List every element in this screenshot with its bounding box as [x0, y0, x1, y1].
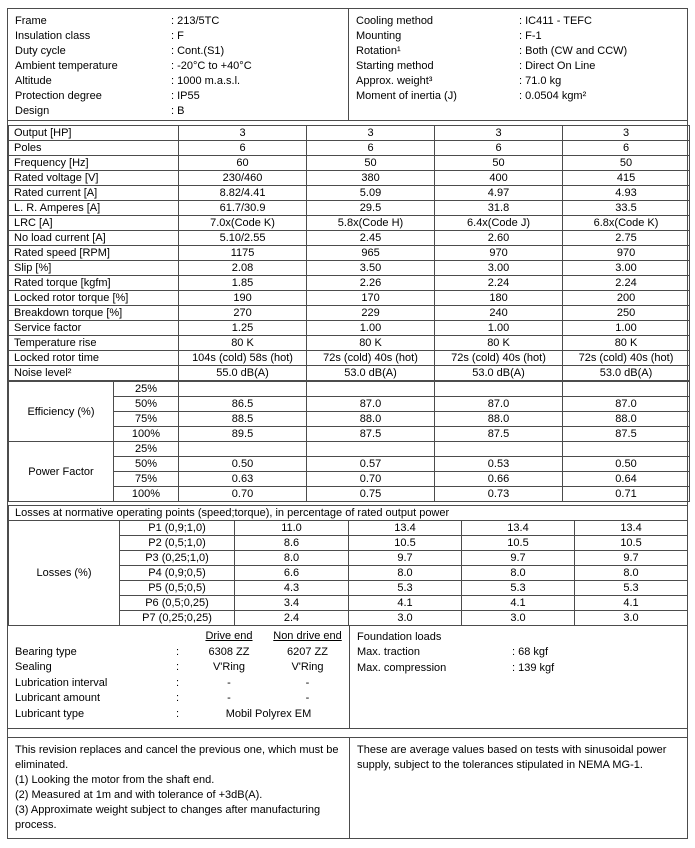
spec-row	[9, 171, 690, 186]
spec-value: 240	[435, 306, 563, 321]
info-value: : -20°C to +40°C	[171, 60, 252, 72]
power-factor-value	[307, 442, 435, 457]
spec-row	[9, 351, 690, 366]
general-info-box	[8, 9, 687, 121]
losses-value: 9.7	[462, 551, 575, 566]
bearing-nde-value: 6207 ZZ	[287, 645, 328, 658]
notes-right	[349, 738, 687, 838]
foundation-label: Max. traction	[357, 646, 420, 658]
spec-value: 5.09	[307, 186, 435, 201]
losses-value: 11.0	[235, 521, 349, 536]
foundation-label: Max. compression	[357, 661, 447, 674]
load-percent: 75%	[114, 472, 179, 487]
losses-value: 9.7	[575, 551, 688, 566]
spec-label: Rated speed [RPM]	[9, 246, 179, 261]
spec-value: 400	[435, 171, 563, 186]
foundation-row	[350, 645, 687, 661]
losses-point: P1 (0,9;1,0)	[120, 521, 235, 536]
spec-value: 60	[179, 156, 307, 171]
spec-value: 5.10/2.55	[179, 231, 307, 246]
spec-value: 250	[563, 306, 690, 321]
revision-note: This revision replaces and cancel the previous one, which must be eliminated.	[15, 744, 339, 771]
info-value: : F	[171, 30, 184, 42]
info-row-frame	[8, 14, 348, 29]
efficiency-value: 87.5	[307, 427, 435, 442]
spec-value: 270	[179, 306, 307, 321]
power-factor-value: 0.71	[563, 487, 690, 502]
load-percent: 50%	[114, 457, 179, 472]
spec-label: Noise level²	[9, 366, 179, 381]
spec-value: 2.08	[179, 261, 307, 276]
datasheet-page	[7, 8, 688, 839]
efficiency-value: 88.0	[563, 412, 690, 427]
load-percent: 25%	[114, 442, 179, 457]
info-value: : 1000 m.a.s.l.	[171, 75, 241, 87]
spec-label: Locked rotor time	[9, 351, 179, 366]
losses-value: 9.7	[349, 551, 462, 566]
power-factor-value: 0.50	[563, 457, 690, 472]
efficiency-value: 89.5	[179, 427, 307, 442]
info-label: Altitude	[15, 75, 52, 87]
lubricant-type-value: Mobil Polyrex EM	[225, 707, 312, 720]
spec-value: 33.5	[563, 201, 690, 216]
spec-row	[9, 216, 690, 231]
bearing-nde-value: V'Ring	[291, 661, 324, 673]
bearing-section	[8, 626, 349, 728]
non-drive-end-header: Non drive end	[273, 630, 342, 642]
bearing-label: Lubricant type	[15, 707, 85, 720]
spec-value: 3	[563, 126, 690, 141]
efficiency-powerfactor-table	[8, 381, 690, 502]
spec-value: 80 K	[179, 336, 307, 351]
bearing-nde-value: -	[305, 676, 310, 689]
power-factor-value: 0.75	[307, 487, 435, 502]
spec-value: 200	[563, 291, 690, 306]
power-factor-value: 0.66	[435, 472, 563, 487]
info-row-rotation	[349, 44, 687, 59]
spec-label: Frequency [Hz]	[9, 156, 179, 171]
losses-value: 4.1	[462, 596, 575, 611]
tolerance-note: These are average values based on tests with sinusoidal power supply, subject to the tolerances stipulated in NEMA MG-1.	[357, 744, 667, 771]
spec-value: 53.0 dB(A)	[563, 366, 690, 381]
losses-value: 10.5	[575, 536, 688, 551]
efficiency-label: Efficiency (%)	[9, 382, 114, 442]
power-factor-row	[9, 442, 690, 457]
load-percent: 75%	[114, 412, 179, 427]
section-gap	[8, 729, 687, 737]
load-percent: 100%	[114, 487, 179, 502]
losses-label: Losses (%)	[9, 521, 120, 626]
info-label: Duty cycle	[15, 45, 66, 57]
spec-row	[9, 321, 690, 336]
spec-value: 6	[563, 141, 690, 156]
bearing-de-value: -	[227, 676, 231, 689]
footnote-3: (3) Approximate weight subject to changes after manufacturing process.	[15, 804, 321, 831]
spec-value: 1.00	[435, 321, 563, 336]
losses-value: 5.3	[462, 581, 575, 596]
spec-label: Poles	[9, 141, 179, 156]
power-factor-value	[563, 442, 690, 457]
losses-value: 10.5	[349, 536, 462, 551]
info-label: Ambient temperature	[15, 60, 118, 72]
spacer	[176, 629, 190, 645]
info-row-altitude	[8, 74, 348, 89]
load-percent: 25%	[114, 382, 179, 397]
power-factor-value: 0.50	[179, 457, 307, 472]
notes-left	[8, 738, 349, 838]
losses-row	[9, 521, 688, 536]
power-factor-value: 0.70	[307, 472, 435, 487]
spec-value: 8.82/4.41	[179, 186, 307, 201]
spec-label: Temperature rise	[9, 336, 179, 351]
spec-value: 80 K	[435, 336, 563, 351]
spec-row	[9, 186, 690, 201]
bearing-label: Sealing	[15, 661, 52, 673]
spec-row	[9, 306, 690, 321]
spec-value: 6	[307, 141, 435, 156]
spec-row	[9, 246, 690, 261]
spec-value: 1.25	[179, 321, 307, 336]
info-label: Mounting	[356, 30, 402, 42]
bearing-de-value: -	[227, 692, 231, 704]
spec-row	[9, 336, 690, 351]
spec-value: 380	[307, 171, 435, 186]
losses-point: P4 (0,9;0,5)	[120, 566, 235, 581]
losses-value: 8.6	[235, 536, 349, 551]
bearing-label: Bearing type	[15, 645, 77, 658]
spec-value: 965	[307, 246, 435, 261]
efficiency-value: 88.5	[179, 412, 307, 427]
spec-value: 2.60	[435, 231, 563, 246]
losses-point: P6 (0,5;0,25)	[120, 596, 235, 611]
info-label: Protection degree	[15, 90, 102, 102]
spec-value: 50	[435, 156, 563, 171]
losses-value: 3.0	[349, 611, 462, 626]
power-factor-value: 0.53	[435, 457, 563, 472]
losses-value: 13.4	[462, 521, 575, 536]
efficiency-value: 87.5	[563, 427, 690, 442]
losses-point: P7 (0,25;0,25)	[120, 611, 235, 626]
spec-value: 72s (cold) 40s (hot)	[307, 351, 435, 366]
info-row-duty-cycle	[8, 44, 348, 59]
info-row-cooling-method	[349, 14, 687, 29]
spec-value: 104s (cold) 58s (hot)	[179, 351, 307, 366]
colon: :	[176, 676, 180, 689]
losses-value: 13.4	[349, 521, 462, 536]
spec-value: 2.24	[563, 276, 690, 291]
losses-header-row	[9, 506, 688, 521]
losses-value: 4.1	[349, 596, 462, 611]
spec-value: 80 K	[563, 336, 690, 351]
spec-value: 29.5	[307, 201, 435, 216]
spec-value: 970	[563, 246, 690, 261]
power-factor-value: 0.63	[179, 472, 307, 487]
spec-label: Rated torque [kgfm]	[9, 276, 179, 291]
losses-value: 3.0	[575, 611, 688, 626]
losses-point: P3 (0,25;1,0)	[120, 551, 235, 566]
info-label: Insulation class	[15, 30, 91, 42]
spec-value: 970	[435, 246, 563, 261]
losses-value: 3.4	[235, 596, 349, 611]
colon: :	[176, 645, 180, 658]
efficiency-value: 87.0	[563, 397, 690, 412]
spec-value: 6.4x(Code J)	[435, 216, 563, 231]
info-value: : 213/5TC	[171, 15, 220, 27]
foundation-value: : 139 kgf	[512, 661, 555, 674]
bearing-de-value: 6308 ZZ	[208, 645, 250, 658]
efficiency-value	[179, 382, 307, 397]
info-value: : Both (CW and CCW)	[519, 45, 628, 57]
spec-value: 229	[307, 306, 435, 321]
info-row-protection-degree	[8, 89, 348, 104]
info-row-ambient-temperature	[8, 59, 348, 74]
info-label: Approx. weight³	[356, 75, 433, 87]
losses-value: 13.4	[575, 521, 688, 536]
info-row-approx-weight	[349, 74, 687, 89]
efficiency-row	[9, 382, 690, 397]
losses-value: 6.6	[235, 566, 349, 581]
spec-value: 5.8x(Code H)	[307, 216, 435, 231]
spec-label: Slip [%]	[9, 261, 179, 276]
losses-value: 5.3	[575, 581, 688, 596]
power-factor-value	[179, 442, 307, 457]
power-factor-value	[435, 442, 563, 457]
spec-label: LRC [A]	[9, 216, 179, 231]
spec-value: 1.00	[563, 321, 690, 336]
foundation-value: : 68 kgf	[512, 646, 549, 658]
spec-value: 6	[435, 141, 563, 156]
bearing-nde-value: -	[305, 692, 310, 704]
spec-value: 50	[307, 156, 435, 171]
spec-value: 1175	[179, 246, 307, 261]
spec-row	[9, 201, 690, 216]
spec-value: 53.0 dB(A)	[307, 366, 435, 381]
spec-row	[9, 291, 690, 306]
ratings-table	[8, 125, 690, 381]
spec-value: 230/460	[179, 171, 307, 186]
spec-value: 6	[179, 141, 307, 156]
spec-value: 3	[179, 126, 307, 141]
drive-end-header: Drive end	[205, 630, 253, 642]
spec-row	[9, 141, 690, 156]
load-percent: 100%	[114, 427, 179, 442]
info-value: : IC411 - TEFC	[519, 15, 592, 27]
spec-value: 31.8	[435, 201, 563, 216]
info-value: : Cont.(S1)	[171, 45, 225, 57]
spacer	[8, 629, 176, 645]
spec-value: 50	[563, 156, 690, 171]
power-factor-value: 0.57	[307, 457, 435, 472]
efficiency-value: 87.0	[435, 397, 563, 412]
losses-value: 4.3	[235, 581, 349, 596]
info-label: Rotation¹	[356, 45, 401, 57]
efficiency-value: 88.0	[435, 412, 563, 427]
notes-box	[8, 737, 687, 838]
spec-value: 7.0x(Code K)	[179, 216, 307, 231]
spec-row	[9, 231, 690, 246]
efficiency-value: 87.0	[307, 397, 435, 412]
efficiency-value	[307, 382, 435, 397]
info-value: : F-1	[519, 30, 542, 42]
power-factor-label: Power Factor	[9, 442, 114, 502]
spec-value: 6.8x(Code K)	[563, 216, 690, 231]
general-info-right	[348, 9, 687, 120]
spec-label: L. R. Amperes [A]	[9, 201, 179, 216]
spec-value: 4.93	[563, 186, 690, 201]
spec-value: 2.75	[563, 231, 690, 246]
bearing-label: Lubricant amount	[15, 692, 100, 704]
foundation-loads-title: Foundation loads	[357, 631, 442, 643]
power-factor-value: 0.64	[563, 472, 690, 487]
colon: :	[176, 692, 180, 704]
losses-value: 2.4	[235, 611, 349, 626]
info-label: Starting method	[356, 60, 434, 72]
spec-value: 61.7/30.9	[179, 201, 307, 216]
info-label: Frame	[15, 15, 47, 27]
spec-label: Rated voltage [V]	[9, 171, 179, 186]
info-row-insulation-class	[8, 29, 348, 44]
losses-value: 8.0	[235, 551, 349, 566]
spec-value: 2.24	[435, 276, 563, 291]
spec-label: Service factor	[9, 321, 179, 336]
losses-table	[8, 505, 688, 626]
efficiency-value: 86.5	[179, 397, 307, 412]
losses-value: 3.0	[462, 611, 575, 626]
spec-value: 3.00	[563, 261, 690, 276]
efficiency-value	[563, 382, 690, 397]
info-row-starting-method	[349, 59, 687, 74]
info-label: Cooling method	[356, 15, 434, 27]
spec-label: Output [HP]	[9, 126, 179, 141]
spec-row	[9, 276, 690, 291]
info-value: : B	[171, 105, 185, 117]
losses-value: 8.0	[462, 566, 575, 581]
efficiency-value: 88.0	[307, 412, 435, 427]
spec-value: 1.85	[179, 276, 307, 291]
losses-value: 10.5	[462, 536, 575, 551]
spec-value: 2.26	[307, 276, 435, 291]
bearing-de-value: V'Ring	[212, 661, 246, 673]
spec-value: 4.97	[435, 186, 563, 201]
spec-value: 53.0 dB(A)	[435, 366, 563, 381]
spec-value: 3.50	[307, 261, 435, 276]
losses-point: P2 (0,5;1,0)	[120, 536, 235, 551]
spec-value: 55.0 dB(A)	[179, 366, 307, 381]
bearing-foundation-box	[8, 626, 687, 729]
losses-value: 8.0	[575, 566, 688, 581]
spec-value: 80 K	[307, 336, 435, 351]
losses-value: 4.1	[575, 596, 688, 611]
efficiency-value: 87.5	[435, 427, 563, 442]
power-factor-value: 0.70	[179, 487, 307, 502]
spec-value: 2.45	[307, 231, 435, 246]
spec-value: 180	[435, 291, 563, 306]
losses-value: 8.0	[349, 566, 462, 581]
info-label: Design	[15, 105, 50, 117]
bearing-label: Lubrication interval	[15, 676, 108, 689]
colon: :	[176, 707, 180, 720]
power-factor-value: 0.73	[435, 487, 563, 502]
spec-value: 72s (cold) 40s (hot)	[435, 351, 563, 366]
spec-label: Rated current [A]	[9, 186, 179, 201]
load-percent: 50%	[114, 397, 179, 412]
info-value: : Direct On Line	[519, 60, 596, 72]
spec-label: Locked rotor torque [%]	[9, 291, 179, 306]
losses-point: P5 (0,5;0,5)	[120, 581, 235, 596]
info-label: Moment of inertia (J)	[356, 90, 457, 102]
footnote-1: (1) Looking the motor from the shaft end.	[15, 774, 215, 786]
spec-value: 170	[307, 291, 435, 306]
spec-value: 1.00	[307, 321, 435, 336]
spec-label: No load current [A]	[9, 231, 179, 246]
info-value: : 71.0 kg	[519, 75, 562, 87]
info-value: : 0.0504 kgm²	[519, 90, 587, 102]
spec-value: 415	[563, 171, 690, 186]
general-info-left	[8, 9, 348, 120]
losses-value: 5.3	[349, 581, 462, 596]
spec-row	[9, 126, 690, 141]
spec-row	[9, 261, 690, 276]
info-row-mounting	[349, 29, 687, 44]
spec-label: Breakdown torque [%]	[9, 306, 179, 321]
foundation-loads-section	[349, 626, 687, 728]
spec-row	[9, 366, 690, 381]
spec-value: 190	[179, 291, 307, 306]
efficiency-value	[435, 382, 563, 397]
spec-row	[9, 156, 690, 171]
colon: :	[176, 661, 180, 673]
bearing-grid	[8, 629, 349, 722]
info-row-design	[8, 104, 348, 119]
spec-value: 3	[307, 126, 435, 141]
info-row-moment-of-inertia	[349, 89, 687, 104]
spec-value: 3.00	[435, 261, 563, 276]
spec-value: 3	[435, 126, 563, 141]
foundation-row	[350, 661, 687, 677]
losses-header: Losses at normative operating points (speed;torque), in percentage of rated output power	[9, 506, 688, 521]
spec-value: 72s (cold) 40s (hot)	[563, 351, 690, 366]
footnote-2: (2) Measured at 1m and with tolerance of +3dB(A).	[15, 789, 263, 801]
info-value: : IP55	[171, 90, 200, 102]
